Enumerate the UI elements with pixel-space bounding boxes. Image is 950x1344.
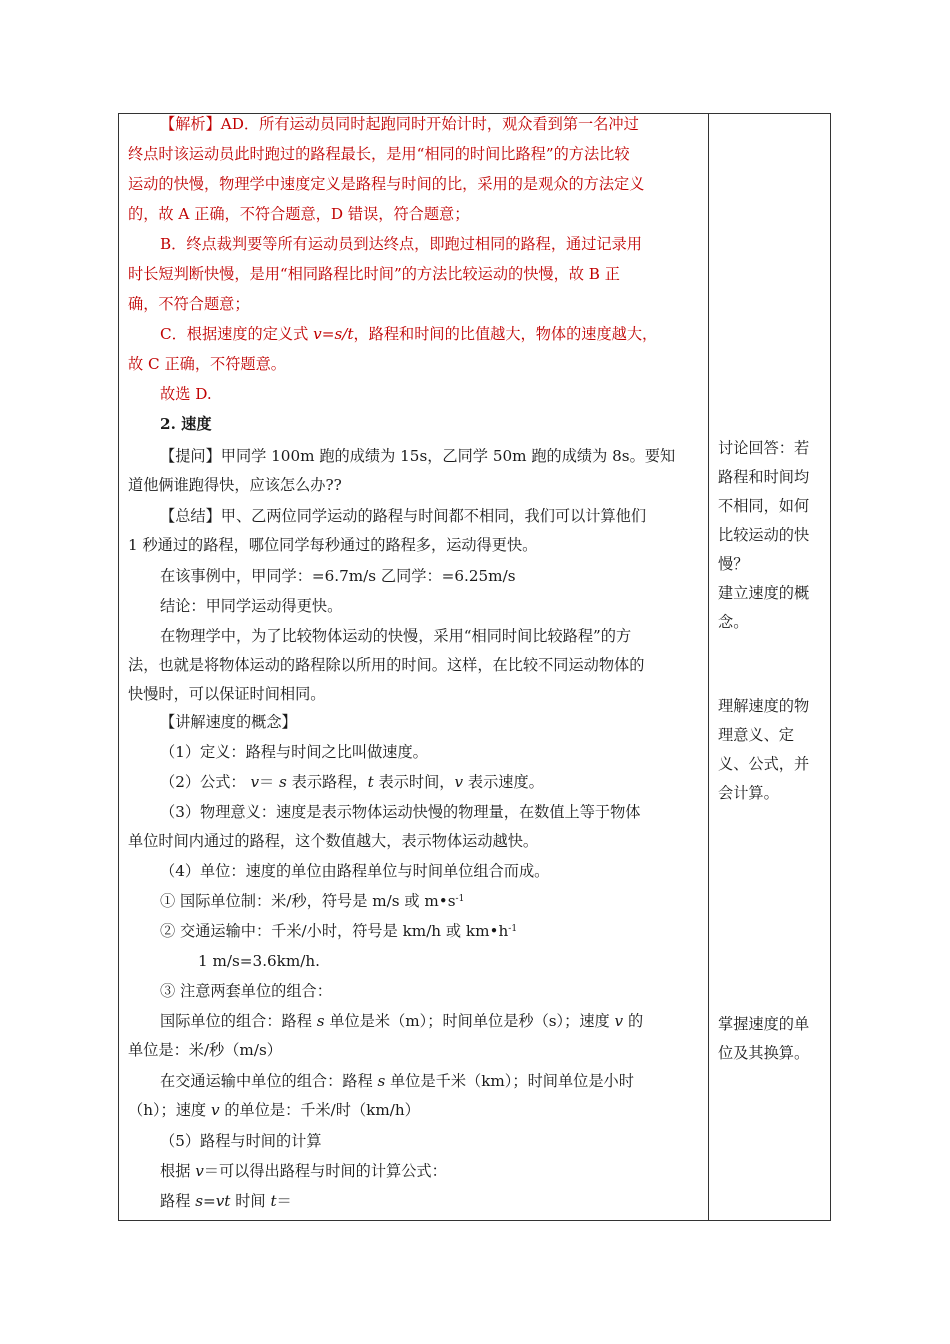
analysis-line: 【解析】AD．所有运动员同时起跑同时开始计时，观众看到第一名冲过 <box>160 115 639 133</box>
text-line: 单位时间内通过的路程，这个数值越大，表示物体运动越快。 <box>128 832 539 850</box>
text-line: 1 秒通过的路程，哪位同学每秒通过的路程多，运动得更快。 <box>128 536 538 554</box>
text-line: 快慢时，可以保证时间相同。 <box>128 685 326 703</box>
side-note-line: 念。 <box>718 613 749 631</box>
analysis-line: 时长短判断快慢，是用“相同路程比时间”的方法比较运动的快慢，故 B 正 <box>128 265 620 283</box>
side-note-line: 位及其换算。 <box>718 1044 810 1062</box>
side-note-line: 义、公式，并 <box>718 755 810 773</box>
analysis-line: 终点时该运动员此时跑过的路程最长，是用“相同的时间比路程”的方法比较 <box>128 145 630 163</box>
text-line: （3）物理意义：速度是表示物体运动快慢的物理量，在数值上等于物体 <box>160 803 641 821</box>
text-line: 法，也就是将物体运动的路程除以所用的时间。这样，在比较不同运动物体的 <box>128 656 645 674</box>
side-note-line: 不相同，如何 <box>718 497 810 515</box>
text-line: ③ 注意两套单位的组合： <box>160 982 332 1000</box>
text-line: （h）；速度 v 的单位是：千米/时（km/h） <box>128 1101 420 1119</box>
side-note-line: 掌握速度的单 <box>718 1015 810 1033</box>
text-line: 根据 v＝可以得出路程与时间的计算公式： <box>160 1162 447 1180</box>
side-note-line: 比较运动的快 <box>718 526 810 544</box>
text-line: 【讲解速度的概念】 <box>160 713 297 731</box>
analysis-line: 故 C 正确，不符题意。 <box>128 355 286 373</box>
analysis-line: 运动的快慢，物理学中速度定义是路程与时间的比，采用的是观众的方法定义 <box>128 175 645 193</box>
text-line: （4）单位：速度的单位由路程单位与时间单位组合而成。 <box>160 862 550 880</box>
text-line: 在物理学中，为了比较物体运动的快慢，采用“相同时间比较路程”的方 <box>160 627 632 645</box>
side-note-line: 讨论回答：若 <box>718 439 810 457</box>
text-line: 【总结】甲、乙两位同学运动的路程与时间都不相同，我们可以计算他们 <box>160 507 646 525</box>
text-line: 1 m/s=3.6km/h. <box>198 952 321 970</box>
text-line: 在交通运输中单位的组合：路程 s 单位是千米（km）；时间单位是小时 <box>160 1072 634 1090</box>
text-line: 结论：甲同学运动得更快。 <box>160 597 343 615</box>
analysis-line: C．根据速度的定义式 v=s/t，路程和时间的比值越大，物体的速度越大， <box>160 325 658 343</box>
side-note-line: 路程和时间均 <box>718 468 810 486</box>
analysis-line: B．终点裁判要等所有运动员到达终点，即跑过相同的路程，通过记录用 <box>160 235 642 253</box>
text-line: 路程 s=vt 时间 t＝ <box>160 1192 292 1210</box>
text-line: ① 国际单位制：米/秒，符号是 m/s 或 $m•s^{-1}$ <box>160 892 465 910</box>
text-line: 道他俩谁跑得快，应该怎么办?? <box>128 476 342 494</box>
text-line: 【提问】甲同学 100m 跑的成绩为 15s，乙同学 50m 跑的成绩为 8s。要知 <box>160 447 676 465</box>
side-note-line: 建立速度的概 <box>718 584 810 602</box>
analysis-line: 的，故 A 正确，不符合题意，D 错误，符合题意； <box>128 205 470 223</box>
column-divider <box>708 113 709 1221</box>
analysis-line: 故选 D. <box>160 385 212 403</box>
text-line: 单位是：米/秒（m/s） <box>128 1041 282 1059</box>
side-note-line: 理意义、定 <box>718 726 794 744</box>
section-heading: 2. 速度 <box>160 415 212 433</box>
analysis-line: 确，不符合题意； <box>128 295 250 313</box>
text-line: （5）路程与时间的计算 <box>160 1132 322 1150</box>
text-line: 在该事例中，甲同学：=6.7m/s 乙同学：=6.25m/s <box>160 567 516 585</box>
side-note-line: 慢？ <box>718 555 749 573</box>
text-line: （1）定义：路程与时间之比叫做速度。 <box>160 743 428 761</box>
side-note-line: 理解速度的物 <box>718 697 810 715</box>
formula-text: v=s/t <box>313 325 354 343</box>
text-line: 国际单位的组合：路程 s 单位是米（m）；时间单位是秒（s）；速度 v 的 <box>160 1012 644 1030</box>
side-note-line: 会计算。 <box>718 784 779 802</box>
text-line: ② 交通运输中：千米/小时，符号是 km/h 或 $km•h^{-1}$ <box>160 922 518 940</box>
formula-line: （2）公式： v＝ s 表示路程，t 表示时间，v 表示速度。 <box>160 773 544 791</box>
